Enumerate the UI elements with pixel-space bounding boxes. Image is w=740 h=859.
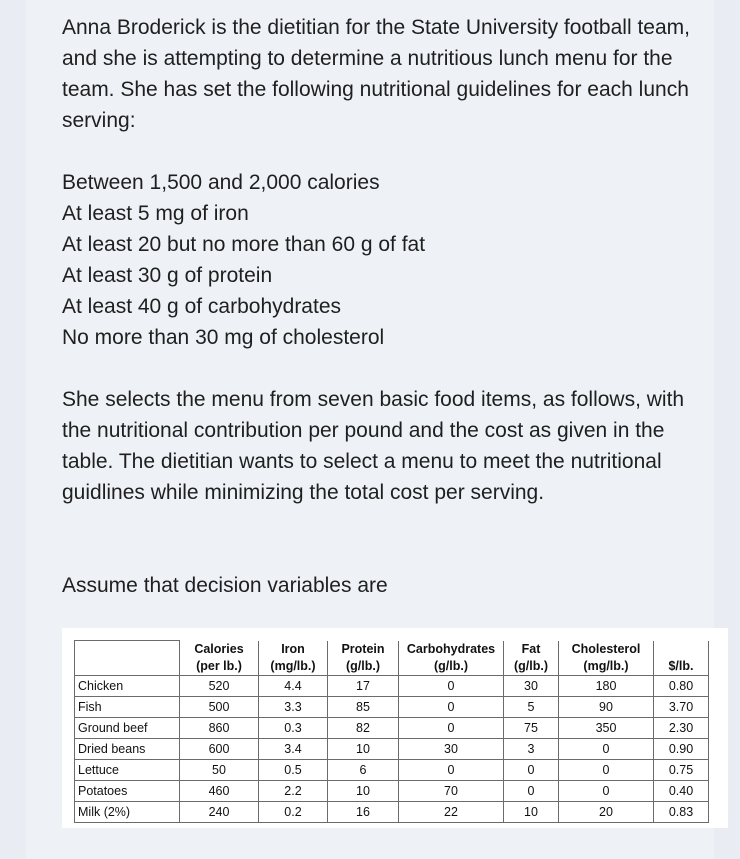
food-name: Dried beans	[75, 738, 180, 759]
cell-fat: 0	[504, 780, 559, 801]
cell-carbohydrates: 0	[399, 759, 504, 780]
table-row	[75, 675, 709, 696]
table-row	[75, 759, 709, 780]
header-cost: $/lb.	[654, 641, 709, 676]
cell-carbohydrates: 0	[399, 717, 504, 738]
cell-cholesterol: 180	[559, 675, 654, 696]
cell-cholesterol: 0	[559, 738, 654, 759]
cell-iron: 0.5	[259, 759, 328, 780]
cell-cost: 0.40	[654, 780, 709, 801]
cell-fat: 30	[504, 675, 559, 696]
table-row	[75, 780, 709, 801]
cell-cost: 0.90	[654, 738, 709, 759]
cell-calories: 860	[180, 717, 259, 738]
cell-fat: 3	[504, 738, 559, 759]
requirement-line: Between 1,500 and 2,000 calories	[62, 171, 380, 194]
corner-cell	[75, 641, 180, 676]
cell-iron: 3.4	[259, 738, 328, 759]
cell-carbohydrates: 0	[399, 675, 504, 696]
table-row	[75, 738, 709, 759]
selection-paragraph: She selects the menu from seven basic food items, as follows, with the nutritional contribution per pound and the cost as given in the table. The dietitian wants to select a menu to meet the nutritional guidlines while minimizing the total cost per serving.	[62, 388, 685, 504]
nutrition-table	[74, 640, 709, 823]
cell-carbohydrates: 70	[399, 780, 504, 801]
table-header-row	[75, 641, 709, 676]
requirement-line: At least 40 g of carbohydrates	[62, 295, 341, 318]
cell-calories: 460	[180, 780, 259, 801]
cell-cost: 3.70	[654, 696, 709, 717]
cell-fat: 75	[504, 717, 559, 738]
table-row	[75, 801, 709, 822]
food-name: Potatoes	[75, 780, 180, 801]
table-row	[75, 717, 709, 738]
cell-cost: 0.80	[654, 675, 709, 696]
requirement-line: At least 5 mg of iron	[62, 202, 249, 225]
cell-protein: 82	[328, 717, 399, 738]
header-iron: Iron (mg/lb.)	[259, 641, 328, 676]
requirement-line: No more than 30 mg of cholesterol	[62, 326, 385, 349]
cell-iron: 2.2	[259, 780, 328, 801]
header-calories: Calories (per lb.)	[180, 641, 259, 676]
table-row	[75, 696, 709, 717]
nutrition-table-image	[62, 628, 728, 828]
cell-calories: 240	[180, 801, 259, 822]
intro-paragraph: Anna Broderick is the dietitian for the State University football team, and she is attempting to determine a nutritious lunch menu for the team. She has set the following nutritional guidelines for each lunch serving:	[62, 16, 690, 132]
cell-protein: 6	[328, 759, 399, 780]
food-name: Lettuce	[75, 759, 180, 780]
cell-cholesterol: 20	[559, 801, 654, 822]
cell-iron: 3.3	[259, 696, 328, 717]
cell-iron: 0.2	[259, 801, 328, 822]
cell-iron: 0.3	[259, 717, 328, 738]
food-name: Ground beef	[75, 717, 180, 738]
requirements-list	[62, 167, 702, 353]
cell-cholesterol: 350	[559, 717, 654, 738]
cell-calories: 520	[180, 675, 259, 696]
cell-calories: 500	[180, 696, 259, 717]
requirement-line: At least 30 g of protein	[62, 264, 273, 287]
requirement-line: At least 20 but no more than 60 g of fat	[62, 233, 426, 256]
problem-card	[26, 0, 714, 859]
cell-cost: 2.30	[654, 717, 709, 738]
header-protein: Protein (g/lb.)	[328, 641, 399, 676]
cell-calories: 50	[180, 759, 259, 780]
cell-protein: 17	[328, 675, 399, 696]
food-name: Milk (2%)	[75, 801, 180, 822]
header-fat: Fat (g/lb.)	[504, 641, 559, 676]
cell-protein: 16	[328, 801, 399, 822]
cell-cost: 0.75	[654, 759, 709, 780]
food-name: Chicken	[75, 675, 180, 696]
cell-protein: 10	[328, 738, 399, 759]
food-name: Fish	[75, 696, 180, 717]
cell-carbohydrates: 30	[399, 738, 504, 759]
cell-cost: 0.83	[654, 801, 709, 822]
cell-cholesterol: 90	[559, 696, 654, 717]
cell-protein: 85	[328, 696, 399, 717]
cell-protein: 10	[328, 780, 399, 801]
cell-cholesterol: 0	[559, 759, 654, 780]
header-cholesterol: Cholesterol (mg/lb.)	[559, 641, 654, 676]
cell-fat: 5	[504, 696, 559, 717]
cell-calories: 600	[180, 738, 259, 759]
cell-carbohydrates: 0	[399, 696, 504, 717]
cell-carbohydrates: 22	[399, 801, 504, 822]
cell-cholesterol: 0	[559, 780, 654, 801]
assumption-paragraph: Assume that decision variables are	[62, 574, 388, 597]
cell-iron: 4.4	[259, 675, 328, 696]
cell-fat: 10	[504, 801, 559, 822]
cell-fat: 0	[504, 759, 559, 780]
header-carbohydrates: Carbohydrates (g/lb.)	[399, 641, 504, 676]
